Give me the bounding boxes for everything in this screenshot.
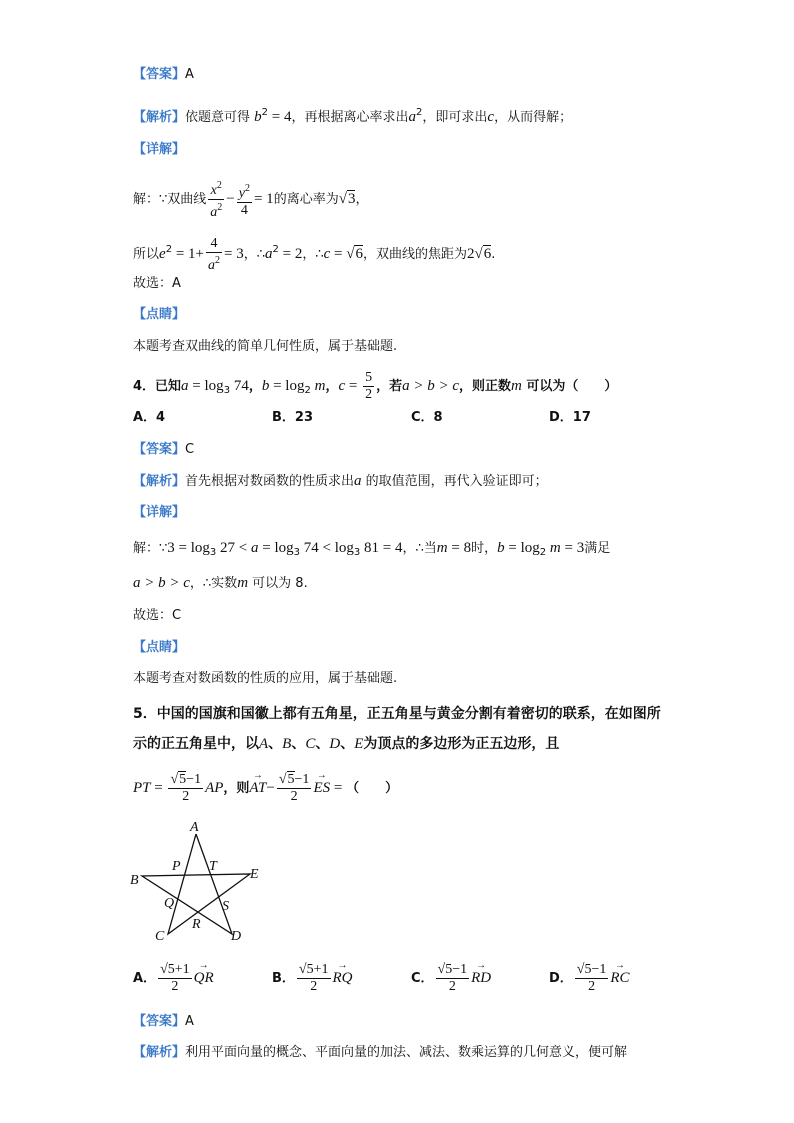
- q4-option-b[interactable]: B．23: [272, 410, 313, 425]
- label-E: E: [250, 867, 259, 882]
- option-vector: → QR: [194, 958, 214, 998]
- analysis-text: 的取值范围，再代入验证即可；: [361, 474, 548, 489]
- stem-text: （ ）: [346, 781, 399, 796]
- q3-choose: 故选：A: [133, 276, 181, 291]
- q3-analysis-line: 【解析】依题意可得 $b^2 = 4$，再根据离心率求出$a^2$，即可求出c，从而得解；: [133, 107, 573, 125]
- label-B: B: [130, 873, 139, 888]
- solution-text: 所以: [133, 247, 160, 262]
- option-letter: A．: [133, 971, 157, 986]
- q3-comment: 本题考查双曲线的简单几何性质，属于基础题.: [133, 339, 398, 354]
- q4-choose: 故选：C: [133, 608, 182, 623]
- q4-analysis-line: 【解析】首先根据对数函数的性质求出a 的取值范围，再代入验证即可；: [133, 473, 548, 489]
- analysis-tag: 【解析】: [133, 1045, 186, 1060]
- q5-stem-line2: 示的正五角星中，以A、B、C、D、E为顶点的多边形为正五边形，且: [133, 736, 560, 752]
- answer-value: A: [185, 1014, 194, 1029]
- q4-option-a[interactable]: A．4: [133, 410, 166, 425]
- q5-option-b[interactable]: B． $\frac{√5+1}{2}$ → RQ: [272, 958, 353, 999]
- answer-tag: 【答案】: [133, 442, 186, 457]
- stem-text: ，: [248, 379, 262, 394]
- label-S: S: [222, 899, 229, 914]
- math-c: c: [487, 109, 495, 125]
- q4-comment-tag: [133, 638, 185, 658]
- q4-stem: 4．已知$a = \log_3 74$，$b = \log_2 m$，c = $\frac{5}{2}$ ，若a > b > c，则正数m 可以为（ ）: [133, 370, 618, 402]
- comment-tag: 【点睛】: [133, 640, 186, 655]
- q3-so-line: 所以$e^2 = 1+$ $\frac{4}{a^2}$ = 3，$\therefore a^2 = 2$，∴c = √6，双曲线的焦距为2√6.: [133, 235, 496, 273]
- q5-stem-line1: 5．中国的国旗和国徽上都有五角星，正五角星与黄金分割有着密切的联系，在如图所: [133, 706, 661, 722]
- math-b2: b: [254, 109, 262, 125]
- option-numerator: √5+1: [298, 962, 329, 977]
- q5-option-c[interactable]: C． $\frac{√5-1}{2}$ → RD: [411, 958, 491, 999]
- analysis-text: 首先根据对数函数的性质求出: [185, 474, 355, 489]
- option-vector: → RC: [610, 958, 629, 998]
- solution-text: 解：∵: [133, 541, 168, 556]
- stem-text: 示的正五角星中，以: [133, 736, 259, 752]
- answer-tag: 【答案】: [133, 67, 186, 82]
- answer-tag: 【答案】: [133, 1014, 186, 1029]
- solution-text: 时，: [471, 541, 498, 556]
- pentagram-figure: [128, 818, 268, 946]
- q4-comment: 本题考查对数函数的性质的应用，属于基础题.: [133, 671, 398, 686]
- label-C: C: [155, 929, 165, 944]
- detail-tag: 【详解】: [133, 142, 186, 157]
- stem-text: ，若: [376, 379, 403, 394]
- solution-text: ，∴当: [402, 541, 437, 556]
- label-P: P: [172, 859, 181, 874]
- stem-text: 可以为（ ）: [521, 379, 618, 394]
- option-letter: B．: [272, 971, 295, 986]
- solution-text: 满足: [584, 541, 611, 556]
- frac-4-a2: $\frac{4}{a^2}$: [207, 235, 220, 273]
- q4-option-d[interactable]: D．17: [549, 410, 591, 425]
- solution-text: ，: [355, 192, 369, 207]
- frac-x2-a2: $\frac{x^2}{a^2}$: [210, 180, 223, 220]
- analysis-text: ，从而得解；: [494, 110, 573, 125]
- comment-tag: 【点睛】: [133, 307, 186, 322]
- solution-text: 的离心率为: [273, 192, 339, 207]
- label-Q: Q: [164, 896, 175, 911]
- frac-golden: $\frac{√5-1}{2}$: [278, 772, 310, 804]
- q5-answer-line: [133, 1012, 194, 1032]
- solution-text: .: [491, 247, 496, 262]
- option-numerator: √5−1: [437, 962, 468, 977]
- option-numerator: √5−1: [576, 962, 607, 977]
- stem-text: ，: [325, 379, 339, 394]
- math-a2: a: [408, 109, 417, 125]
- analysis-text: 依题意可得: [185, 110, 251, 125]
- stem-text: ，则正数: [459, 379, 512, 394]
- option-numerator: √5+1: [160, 962, 190, 977]
- answer-value: C: [185, 442, 195, 457]
- answer-value: A: [185, 67, 194, 82]
- option-letter: D．: [549, 971, 573, 986]
- analysis-tag: 【解析】: [133, 110, 186, 125]
- stem-text: 为顶点的多边形为正五边形，且: [363, 736, 560, 752]
- q4-solution-line: 解：∵3 = $\log_3 27 < a = \log_3 74 < \log_3 81 = 4$，∴当m = 8时，$b = \log_2 m = 3$满足: [133, 540, 611, 558]
- frac-golden: $\frac{√5-1}{2}$: [170, 772, 202, 804]
- detail-tag: 【详解】: [133, 505, 186, 520]
- option-letter: C．: [411, 971, 434, 986]
- q5-option-a[interactable]: A． $\frac{√5+1}{2}$ → QR: [133, 958, 214, 999]
- frac-5-2: $\frac{5}{2}$: [365, 370, 373, 402]
- q5-option-d[interactable]: D． $\frac{√5-1}{2}$ → RC: [549, 958, 630, 999]
- stem-text: ，则: [223, 781, 250, 796]
- solution-text: ，∴: [302, 247, 324, 262]
- q5-analysis-line: [133, 1043, 627, 1063]
- solution-text: 可以为 8.: [248, 576, 308, 591]
- q3-detail-tag: [133, 140, 185, 160]
- analysis-text: ，再根据离心率求出: [291, 110, 409, 125]
- solution-text: ，双曲线的焦距为: [362, 247, 467, 262]
- stem-text: 4．已知: [133, 379, 182, 394]
- q4-answer-line: [133, 440, 194, 460]
- q3-comment-tag: [133, 305, 185, 325]
- q4-solution-line2: a > b > c，∴实数m 可以为 8.: [133, 575, 308, 591]
- q3-answer-line: [133, 65, 194, 85]
- label-T: T: [209, 859, 217, 874]
- label-D: D: [231, 929, 242, 944]
- analysis-text: ，即可求出: [422, 110, 488, 125]
- option-vector: → RQ: [333, 958, 353, 998]
- label-A: A: [190, 820, 199, 835]
- label-R: R: [192, 917, 201, 932]
- solution-text: ，∴实数: [189, 576, 238, 591]
- q3-solution-line: 解：∵双曲线 $\frac{x^2}{a^2}$ − $\frac{y^2}{4}$ = 1的离心率为√3，: [133, 180, 369, 220]
- analysis-tag: 【解析】: [133, 474, 186, 489]
- q4-option-c[interactable]: C．8: [411, 410, 443, 425]
- frac-y2-4: $\frac{y^2}{4}$: [238, 182, 250, 218]
- solution-text: ，∴: [243, 247, 265, 262]
- q4-detail-tag: [133, 503, 185, 523]
- solution-text: 解：∵双曲线: [133, 192, 207, 207]
- option-vector: → RD: [471, 958, 491, 998]
- q5-stem-line3: PT = $\frac{√5-1}{2}$ AP，则→ AT− $\frac{√5-1}{2}$ → ES = （ ）: [133, 768, 398, 809]
- analysis-text: 利用平面向量的概念、平面向量的加法、减法、数乘运算的几何意义，便可解: [185, 1045, 628, 1060]
